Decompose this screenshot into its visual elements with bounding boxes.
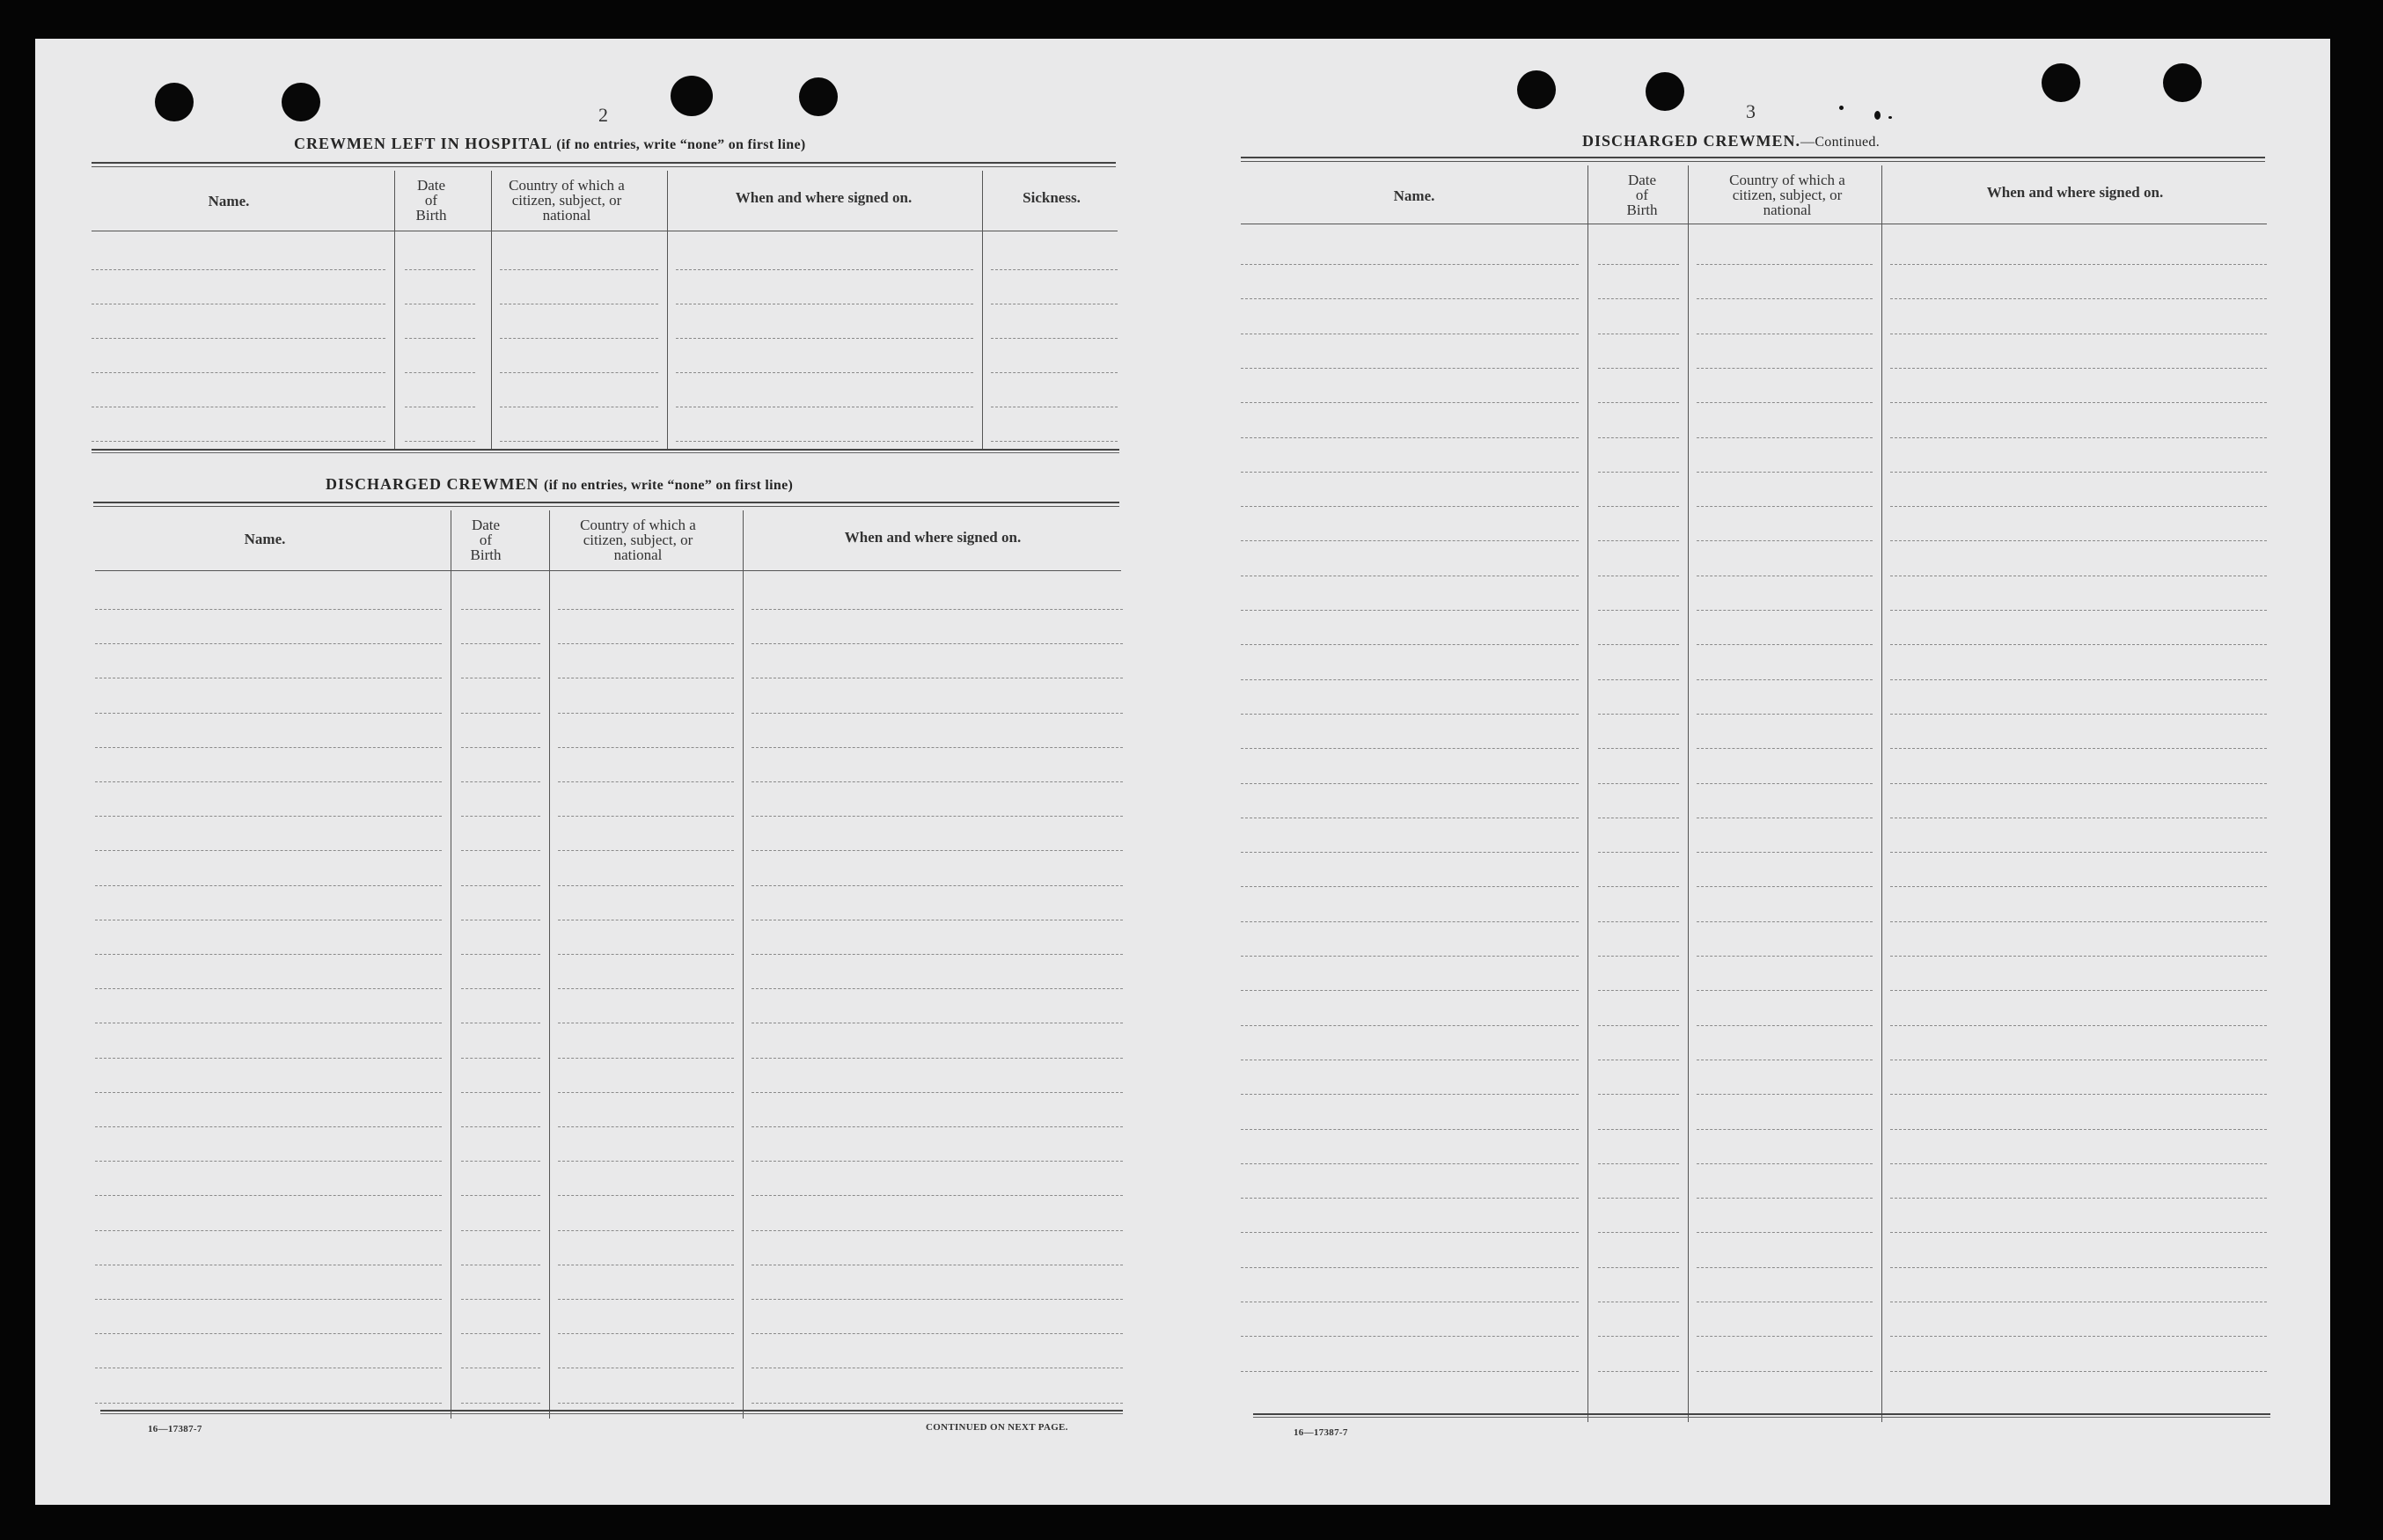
blank-entry-line [1890, 956, 2267, 957]
blank-entry-line [558, 1058, 734, 1059]
blank-entry-line [1890, 1094, 2267, 1095]
discharged-title-note: (if no entries, write “none” on first line) [544, 478, 794, 493]
blank-entry-line [752, 609, 1123, 610]
blank-entry-line [1598, 472, 1679, 473]
blank-entry-line [1598, 748, 1679, 749]
blank-entry-line [461, 713, 540, 714]
binder-hole [282, 83, 320, 121]
blank-entry-line [752, 885, 1123, 886]
blank-entry-line [461, 1333, 540, 1334]
blank-entry-line [1697, 714, 1873, 715]
blank-entry-line [991, 269, 1118, 270]
blank-entry-line [461, 1195, 540, 1196]
blank-entry-line [1890, 644, 2267, 645]
binder-hole [155, 83, 194, 121]
hospital-section-title [294, 135, 805, 153]
blank-entry-line [1890, 264, 2267, 265]
blank-entry-line [461, 1126, 540, 1127]
blank-entry-line [1890, 540, 2267, 541]
blank-entry-line [752, 1230, 1123, 1231]
blank-entry-line [95, 1092, 442, 1093]
blank-entry-line [1598, 1371, 1679, 1372]
blank-entry-line [461, 988, 540, 989]
blank-entry-line [1890, 1267, 2267, 1268]
right-title-suffix: —Continued. [1800, 135, 1880, 150]
blank-entry-line [1241, 956, 1579, 957]
blank-entry-line [92, 269, 385, 270]
blank-entry-line [1697, 1267, 1873, 1268]
ink-speck [1874, 111, 1881, 120]
blank-entry-line [1241, 264, 1579, 265]
blank-entry-line [1890, 990, 2267, 991]
right-col-divider [1587, 165, 1588, 1422]
blank-entry-line [1241, 921, 1579, 922]
blank-entry-line [1697, 886, 1873, 887]
blank-entry-line [95, 1403, 442, 1404]
discharged-col-divider [743, 510, 744, 1419]
blank-entry-line [1697, 402, 1873, 403]
blank-entry-line [1890, 748, 2267, 749]
page-number-right: 3 [1746, 100, 1756, 122]
blank-entry-line [1890, 610, 2267, 611]
blank-entry-line [95, 954, 442, 955]
hospital-top-rule [92, 162, 1116, 167]
blank-entry-line [1697, 540, 1873, 541]
right-col-dob: Date of Birth [1626, 172, 1658, 218]
binder-hole [2163, 63, 2202, 102]
blank-entry-line [1697, 506, 1873, 507]
blank-entry-line [752, 713, 1123, 714]
discharged-header-underline [95, 570, 1121, 571]
blank-entry-line [461, 850, 540, 851]
blank-entry-line [558, 850, 734, 851]
blank-entry-line [1598, 437, 1679, 438]
blank-entry-line [95, 1299, 442, 1300]
blank-entry-line [1598, 852, 1679, 853]
blank-entry-line [92, 372, 385, 373]
blank-entry-line [1241, 748, 1579, 749]
page-number-left: 2 [598, 104, 608, 126]
blank-entry-line [558, 1161, 734, 1162]
blank-entry-line [95, 747, 442, 748]
blank-entry-line [92, 338, 385, 339]
blank-entry-line [1697, 1094, 1873, 1095]
blank-entry-line [558, 747, 734, 748]
blank-entry-line [461, 781, 540, 782]
blank-entry-line [1697, 1232, 1873, 1233]
right-bottom-rule [1253, 1413, 2270, 1418]
blank-entry-line [1890, 1025, 2267, 1026]
blank-entry-line [752, 1403, 1123, 1404]
blank-entry-line [1598, 1198, 1679, 1199]
hospital-col-divider [667, 171, 668, 451]
right-col-country: Country of which a citizen, subject, or national [1729, 172, 1845, 218]
blank-entry-line [1598, 783, 1679, 784]
blank-entry-line [405, 338, 475, 339]
blank-entry-line [1598, 1336, 1679, 1337]
blank-entry-line [558, 713, 734, 714]
hospital-col-divider [491, 171, 492, 451]
blank-entry-line [676, 269, 973, 270]
discharged-title-text: DISCHARGED CREWMEN [326, 475, 539, 493]
blank-entry-line [500, 441, 658, 442]
blank-entry-line [1598, 1094, 1679, 1095]
blank-entry-line [558, 954, 734, 955]
blank-entry-line [405, 269, 475, 270]
blank-entry-line [1241, 990, 1579, 991]
blank-entry-line [1598, 679, 1679, 680]
right-section-title [1582, 132, 1880, 150]
right-top-rule [1241, 157, 2265, 162]
blank-entry-line [558, 643, 734, 644]
blank-entry-line [558, 1299, 734, 1300]
blank-entry-line [1697, 298, 1873, 299]
blank-entry-line [991, 372, 1118, 373]
blank-entry-line [1241, 679, 1579, 680]
blank-entry-line [461, 816, 540, 817]
blank-entry-line [1598, 264, 1679, 265]
blank-entry-line [1241, 472, 1579, 473]
blank-entry-line [1598, 402, 1679, 403]
blank-entry-line [461, 1161, 540, 1162]
discharged-top-rule [93, 502, 1119, 507]
hospital-col-sickness: Sickness. [1023, 189, 1081, 206]
blank-entry-line [1890, 1371, 2267, 1372]
blank-entry-line [1697, 852, 1873, 853]
blank-entry-line [95, 643, 442, 644]
blank-entry-line [1890, 1336, 2267, 1337]
blank-entry-line [95, 1195, 442, 1196]
blank-entry-line [461, 1230, 540, 1231]
discharged-col-divider [549, 510, 550, 1419]
blank-entry-line [1890, 714, 2267, 715]
blank-entry-line [1890, 298, 2267, 299]
blank-entry-line [1241, 368, 1579, 369]
discharged-col-dob: Date of Birth [470, 517, 502, 563]
blank-entry-line [95, 713, 442, 714]
blank-entry-line [558, 1230, 734, 1231]
blank-entry-line [752, 781, 1123, 782]
blank-entry-line [558, 1092, 734, 1093]
blank-entry-line [95, 816, 442, 817]
blank-entry-line [1598, 1129, 1679, 1130]
blank-entry-line [1890, 472, 2267, 473]
blank-entry-line [1598, 1025, 1679, 1026]
blank-entry-line [1890, 1198, 2267, 1199]
binder-hole [799, 77, 838, 116]
blank-entry-line [1598, 610, 1679, 611]
blank-entry-line [1241, 1129, 1579, 1130]
blank-entry-line [1890, 368, 2267, 369]
form-code-right: 16—17387-7 [1294, 1427, 1348, 1438]
blank-entry-line [1598, 921, 1679, 922]
blank-entry-line [95, 1161, 442, 1162]
blank-entry-line [752, 1195, 1123, 1196]
blank-entry-line [1890, 679, 2267, 680]
blank-entry-line [461, 1403, 540, 1404]
blank-entry-line [1890, 506, 2267, 507]
blank-entry-line [1241, 540, 1579, 541]
blank-entry-line [752, 1161, 1123, 1162]
scanned-form-spread [35, 39, 2330, 1505]
blank-entry-line [95, 988, 442, 989]
blank-entry-line [1697, 1025, 1873, 1026]
blank-entry-line [500, 338, 658, 339]
blank-entry-line [1598, 506, 1679, 507]
blank-entry-line [1890, 402, 2267, 403]
binder-hole [1646, 72, 1684, 111]
blank-entry-line [1697, 956, 1873, 957]
blank-entry-line [461, 954, 540, 955]
blank-entry-line [1890, 921, 2267, 922]
blank-entry-line [1697, 1163, 1873, 1164]
blank-entry-line [558, 988, 734, 989]
blank-entry-line [558, 1403, 734, 1404]
blank-entry-line [461, 609, 540, 610]
blank-entry-line [1241, 506, 1579, 507]
blank-entry-line [1241, 1232, 1579, 1233]
blank-entry-line [95, 609, 442, 610]
right-title-text: DISCHARGED CREWMEN. [1582, 132, 1801, 150]
blank-entry-line [1697, 1129, 1873, 1130]
blank-entry-line [92, 441, 385, 442]
blank-entry-line [752, 850, 1123, 851]
blank-entry-line [461, 643, 540, 644]
blank-entry-line [1890, 1232, 2267, 1233]
blank-entry-line [752, 988, 1123, 989]
blank-entry-line [1697, 644, 1873, 645]
blank-entry-line [1241, 1025, 1579, 1026]
discharged-col-country: Country of which a citizen, subject, or national [580, 517, 696, 563]
blank-entry-line [95, 850, 442, 851]
blank-entry-line [1598, 956, 1679, 957]
blank-entry-line [1890, 437, 2267, 438]
blank-entry-line [1241, 1267, 1579, 1268]
blank-entry-line [1890, 783, 2267, 784]
right-col-signed: When and where signed on. [1986, 184, 2164, 201]
form-code-left: 16—17387-7 [148, 1424, 202, 1434]
hospital-bottom-rule [92, 449, 1119, 453]
blank-entry-line [1697, 1336, 1873, 1337]
blank-entry-line [752, 1333, 1123, 1334]
blank-entry-line [95, 1230, 442, 1231]
blank-entry-line [95, 781, 442, 782]
blank-entry-line [461, 885, 540, 886]
blank-entry-line [558, 1195, 734, 1196]
discharged-section-title [326, 475, 793, 494]
blank-entry-line [1241, 1336, 1579, 1337]
blank-entry-line [752, 816, 1123, 817]
right-col-name: Name. [1393, 187, 1435, 204]
blank-entry-line [1241, 610, 1579, 611]
hospital-col-divider [394, 171, 395, 451]
blank-entry-line [461, 747, 540, 748]
ink-speck [1839, 106, 1844, 110]
right-col-divider [1881, 165, 1882, 1422]
blank-entry-line [1598, 644, 1679, 645]
hospital-title-text: CREWMEN LEFT IN HOSPITAL [294, 135, 552, 152]
hospital-col-dob: Date of Birth [415, 177, 447, 224]
blank-entry-line [1890, 886, 2267, 887]
blank-entry-line [1697, 748, 1873, 749]
blank-entry-line [95, 1333, 442, 1334]
blank-entry-line [1697, 437, 1873, 438]
discharged-col-signed: When and where signed on. [844, 529, 1022, 546]
blank-entry-line [405, 372, 475, 373]
blank-entry-line [1598, 540, 1679, 541]
blank-entry-line [1241, 644, 1579, 645]
hospital-col-name: Name. [208, 193, 250, 209]
discharged-col-name: Name. [244, 531, 286, 547]
blank-entry-line [558, 609, 734, 610]
blank-entry-line [752, 954, 1123, 955]
blank-entry-line [1241, 886, 1579, 887]
hospital-title-note: (if no entries, write “none” on first line) [556, 137, 806, 152]
blank-entry-line [676, 441, 973, 442]
blank-entry-line [1598, 990, 1679, 991]
blank-entry-line [752, 1058, 1123, 1059]
blank-entry-line [752, 643, 1123, 644]
blank-entry-line [1598, 714, 1679, 715]
blank-entry-line [1241, 852, 1579, 853]
blank-entry-line [1890, 852, 2267, 853]
blank-entry-line [558, 1126, 734, 1127]
blank-entry-line [1697, 610, 1873, 611]
ink-speck [1888, 116, 1892, 119]
binder-hole [671, 76, 713, 116]
blank-entry-line [558, 1333, 734, 1334]
blank-entry-line [558, 885, 734, 886]
blank-entry-line [405, 441, 475, 442]
blank-entry-line [752, 747, 1123, 748]
blank-entry-line [991, 338, 1118, 339]
blank-entry-line [1598, 1163, 1679, 1164]
hospital-col-signed: When and where signed on. [735, 189, 913, 206]
blank-entry-line [991, 441, 1118, 442]
blank-entry-line [461, 1299, 540, 1300]
blank-entry-line [1697, 990, 1873, 991]
blank-entry-line [1697, 921, 1873, 922]
blank-entry-line [1890, 1163, 2267, 1164]
blank-entry-line [1241, 1371, 1579, 1372]
blank-entry-line [1598, 1232, 1679, 1233]
blank-entry-line [1697, 783, 1873, 784]
blank-entry-line [558, 781, 734, 782]
blank-entry-line [676, 372, 973, 373]
blank-entry-line [1241, 1198, 1579, 1199]
blank-entry-line [1598, 886, 1679, 887]
blank-entry-line [500, 269, 658, 270]
blank-entry-line [461, 1092, 540, 1093]
binder-hole [2042, 63, 2080, 102]
blank-entry-line [1697, 1198, 1873, 1199]
blank-entry-line [95, 885, 442, 886]
blank-entry-line [1598, 368, 1679, 369]
blank-entry-line [1697, 679, 1873, 680]
blank-entry-line [1697, 1371, 1873, 1372]
hospital-col-country: Country of which a citizen, subject, or national [509, 177, 625, 224]
blank-entry-line [676, 338, 973, 339]
blank-entry-line [1598, 1267, 1679, 1268]
blank-entry-line [752, 1299, 1123, 1300]
blank-entry-line [752, 1092, 1123, 1093]
blank-entry-line [752, 1126, 1123, 1127]
hospital-col-divider [982, 171, 983, 451]
blank-entry-line [461, 1058, 540, 1059]
blank-entry-line [95, 1126, 442, 1127]
blank-entry-line [1241, 402, 1579, 403]
blank-entry-line [1890, 1129, 2267, 1130]
blank-entry-line [1241, 437, 1579, 438]
blank-entry-line [1697, 264, 1873, 265]
blank-entry-line [1241, 783, 1579, 784]
blank-entry-line [1697, 472, 1873, 473]
blank-entry-line [95, 1058, 442, 1059]
blank-entry-line [1241, 298, 1579, 299]
blank-entry-line [1241, 1163, 1579, 1164]
blank-entry-line [1241, 1094, 1579, 1095]
blank-entry-line [1241, 714, 1579, 715]
binder-hole [1517, 70, 1556, 109]
discharged-bottom-rule [100, 1410, 1123, 1414]
blank-entry-line [1598, 298, 1679, 299]
blank-entry-line [558, 816, 734, 817]
blank-entry-line [1697, 368, 1873, 369]
right-col-divider [1688, 165, 1689, 1422]
continued-notice: CONTINUED ON NEXT PAGE. [926, 1422, 1068, 1433]
blank-entry-line [500, 372, 658, 373]
